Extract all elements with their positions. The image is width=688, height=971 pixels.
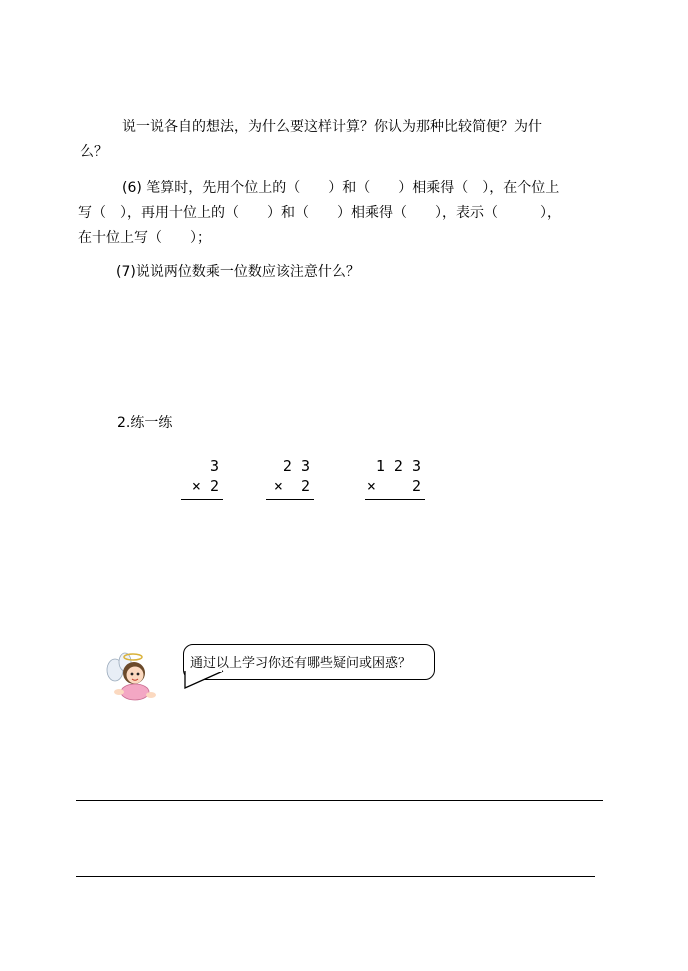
answer-line-2	[76, 876, 595, 877]
answer-line-1	[76, 800, 603, 801]
intro-line-2: 么？	[80, 144, 108, 160]
problem-1-bottom: × 2	[191, 477, 219, 495]
intro-line-1: 说一说各自的想法，为什么要这样计算？你认为那种比较简便？为什	[122, 119, 542, 135]
problem-3-underline	[365, 499, 425, 500]
q6-line-3: 在十位上写（ ）；	[78, 230, 211, 246]
speech-bubble-tail	[183, 670, 233, 690]
angel-girl-icon	[105, 648, 161, 704]
practice-problem-3	[365, 457, 425, 500]
speech-bubble-text: 通过以上学习你还有哪些疑问或困惑？	[190, 656, 412, 671]
practice-problem-1	[181, 457, 223, 500]
problem-1-underline	[181, 499, 223, 500]
problem-2-underline	[266, 499, 314, 500]
practice-heading: 2.练一练	[117, 415, 173, 431]
q7-text: (7)说说两位数乘一位数应该注意什么？	[116, 264, 360, 280]
problem-2-top: 2 3	[282, 457, 310, 475]
q6-line-1: (6) 笔算时，先用个位上的（ ）和（ ）相乘得（ ），在个位上	[122, 180, 560, 196]
practice-problem-2	[266, 457, 314, 500]
problem-2-bottom: × 2	[273, 477, 310, 495]
problem-3-bottom: × 2	[366, 477, 421, 495]
q6-line-2: 写（ ），再用十位上的（ ）和（ ）相乘得（ ），表示（ ），	[78, 205, 561, 221]
problem-1-top: 3	[209, 457, 219, 475]
problem-3-top: 1 2 3	[375, 457, 421, 475]
